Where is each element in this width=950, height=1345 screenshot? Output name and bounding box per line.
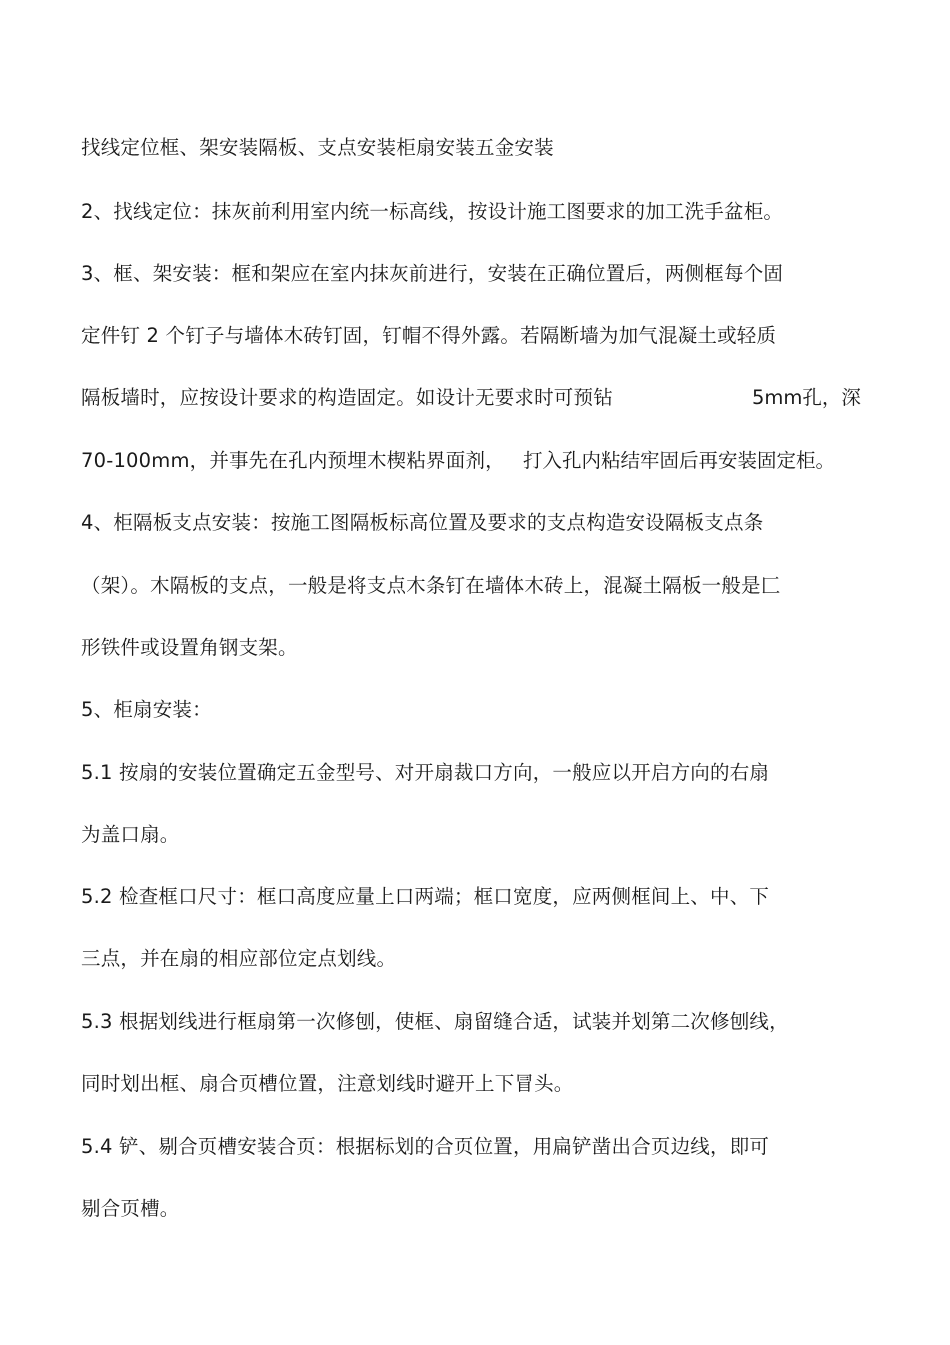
text-line-5: 隔板墙时，应按设计要求的构造固定。如设计无要求时可预钻 — [81, 386, 613, 409]
text-line-9: 形铁件或设置角钢支架。 — [81, 636, 298, 659]
text-line-6: 70-100mm，并事先在孔内预埋木楔粘界面剂， — [81, 449, 505, 472]
text-line-6-tail: 打入孔内粘结牢固后再安装固定柜。 — [523, 449, 836, 472]
text-line-12: 为盖口扇。 — [81, 823, 180, 846]
text-line-10: 5、柜扇安装： — [81, 698, 212, 721]
text-line-18: 剔合页槽。 — [81, 1197, 180, 1220]
text-line-3: 3、框、架安装：框和架应在室内抹灰前进行，安装在正确位置后，两侧框每个固 — [81, 262, 784, 285]
text-line-16: 同时划出框、扇合页槽位置，注意划线时避开上下冒头。 — [81, 1072, 574, 1095]
text-line-8: （架）。木隔板的支点，一般是将支点木条钉在墙体木砖上，混凝土隔板一般是匚 — [81, 574, 781, 597]
text-line-1: 找线定位框、架安装隔板、支点安装柜扇安装五金安装 — [81, 136, 554, 159]
text-line-13: 5.2 检查框口尺寸：框口高度应量上口两端；框口宽度，应两侧框间上、中、下 — [81, 885, 770, 908]
text-line-5-tail: 5mm孔，深 — [752, 386, 861, 409]
text-line-4: 定件钉 2 个钉子与墙体木砖钉固，钉帽不得外露。若隔断墙为加气混凝土或轻质 — [81, 324, 777, 347]
text-line-2: 2、找线定位：抹灰前利用室内统一标高线，按设计施工图要求的加工洗手盆柜。 — [81, 200, 784, 223]
text-line-11: 5.1 按扇的安装位置确定五金型号、对开扇裁口方向，一般应以开启方向的右扇 — [81, 761, 770, 784]
text-line-15: 5.3 根据划线进行框扇第一次修刨，使框、扇留缝合适，试装并划第二次修刨线， — [81, 1010, 789, 1033]
text-line-17: 5.4 铲、剔合页槽安装合页：根据标划的合页位置，用扁铲凿出合页边线，即可 — [81, 1135, 770, 1158]
text-line-14: 三点，并在扇的相应部位定点划线。 — [81, 947, 397, 970]
text-line-7: 4、柜隔板支点安装：按施工图隔板标高位置及要求的支点构造安设隔板支点条 — [81, 511, 764, 534]
